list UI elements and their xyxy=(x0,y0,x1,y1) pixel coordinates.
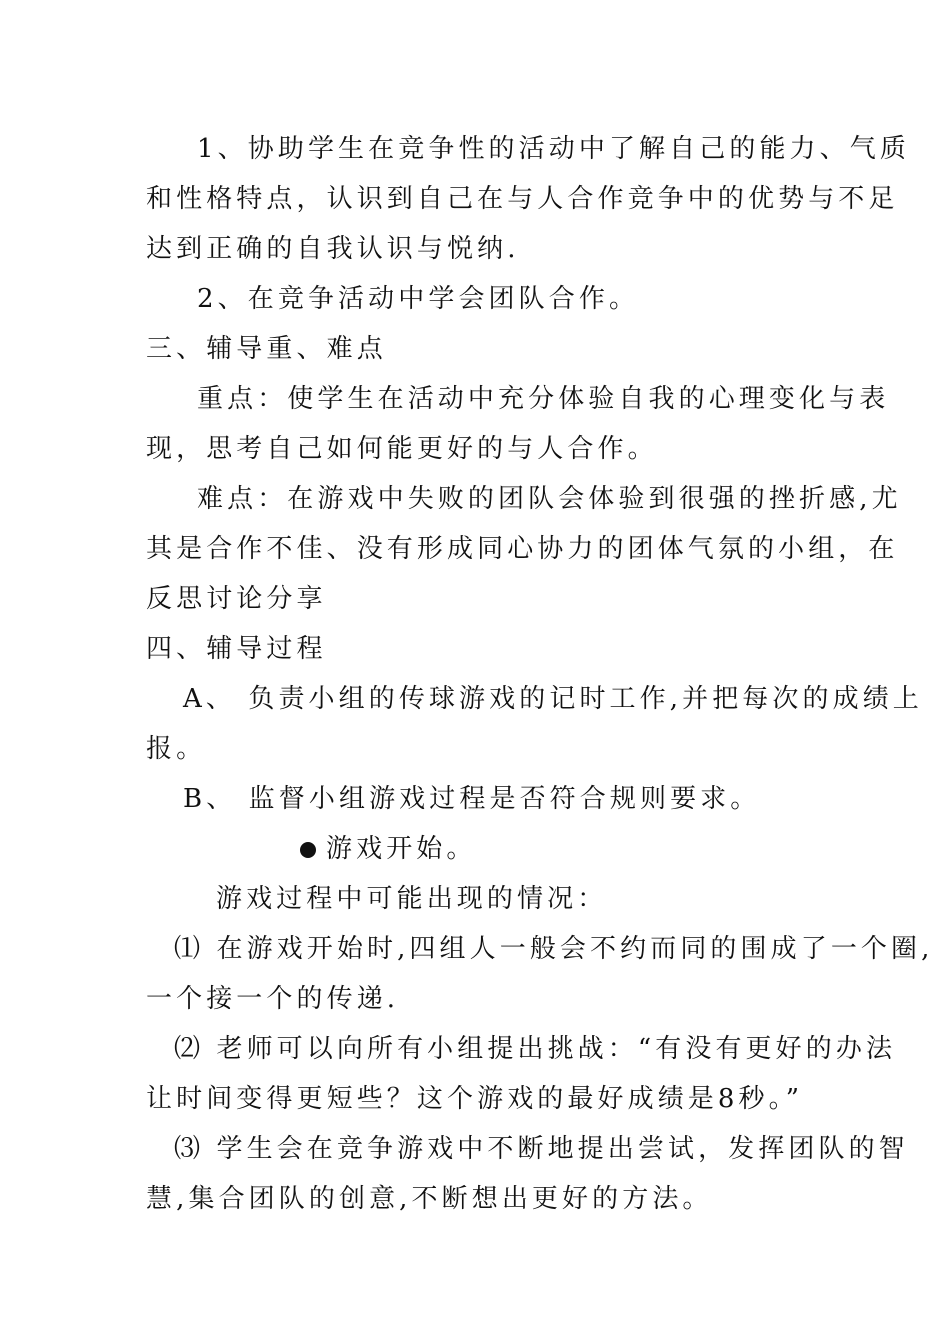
situation-2-line-2: 让时间变得更短些？这个游戏的最好成绩是8秒。” xyxy=(146,1084,804,1114)
bullet-icon xyxy=(300,842,316,858)
key-point-line-2: 现，思考自己如何能更好的与人合作。 xyxy=(146,434,658,464)
objective-1-line-2: 和性格特点，认识到自己在与人合作竞争中的优势与不足 xyxy=(146,184,899,214)
situation-1-line-2: 一个接一个的传递. xyxy=(146,984,400,1014)
situation-3-line-1: ⑶ 学生会在竞争游戏中不断地提出尝试，发挥团队的智 xyxy=(174,1134,909,1164)
situations-intro: 游戏过程中可能出现的情况： xyxy=(216,884,608,914)
difficulty-line-2: 其是合作不佳、没有形成同心协力的团体气氛的小组，在 xyxy=(146,534,899,564)
objective-1-line-3: 达到正确的自我认识与悦纳. xyxy=(146,234,520,264)
task-a-line-2: 报。 xyxy=(146,734,207,764)
task-a-line-1: A、 负责小组的传球游戏的记时工作,并把每次的成绩上 xyxy=(183,684,923,714)
objective-1-line-1: 1、协助学生在竞争性的活动中了解自己的能力、气质 xyxy=(197,134,910,164)
bullet-text: 游戏开始。 xyxy=(326,834,477,864)
section-3-heading: 三、辅导重、难点 xyxy=(146,334,387,364)
difficulty-line-1: 难点：在游戏中失败的团队会体验到很强的挫折感,尤 xyxy=(197,484,902,514)
bullet-item xyxy=(300,834,477,864)
key-point-line-1: 重点：使学生在活动中充分体验自我的心理变化与表 xyxy=(197,384,890,414)
task-b: B、 监督小组游戏过程是否符合规则要求。 xyxy=(183,784,761,814)
difficulty-line-3: 反思讨论分享 xyxy=(146,584,327,614)
section-4-heading: 四、辅导过程 xyxy=(146,634,327,664)
situation-2-line-1: ⑵ 老师可以向所有小组提出挑战：“有没有更好的办法 xyxy=(174,1034,897,1064)
objective-2: 2、在竞争活动中学会团队合作。 xyxy=(197,284,640,314)
situation-1-line-1: ⑴ 在游戏开始时,四组人一般会不约而同的围成了一个圈, xyxy=(174,934,934,964)
situation-3-line-2: 慧,集合团队的创意,不断想出更好的方法。 xyxy=(146,1184,713,1214)
